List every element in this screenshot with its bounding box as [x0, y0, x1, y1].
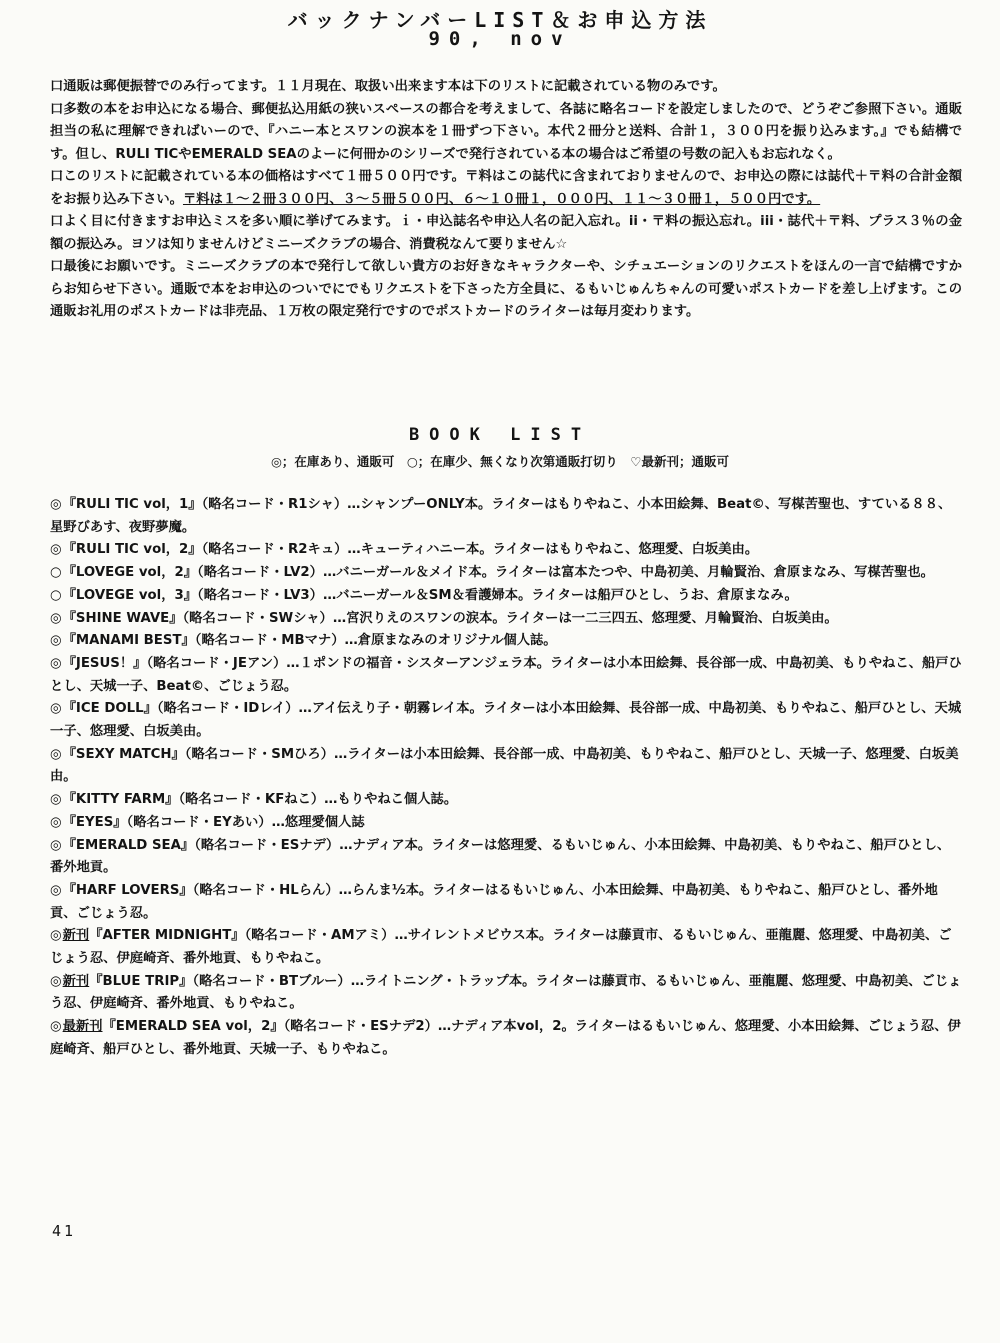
instruction-paragraph-1: 口通販は郵便振替でのみ行ってます。１１月現在、取扱い出来ます本は下のリストに記載されている物のみです。 — [50, 79, 726, 94]
book-description: 『LOVEGE vol，3』（略名コード・LV3）…バニーガール＆SM＆看護婦本。ライターは船戸ひとし、うお、倉原まなみ。 — [62, 587, 798, 603]
price-note: 口このリストに記載されている本の価格はすべて１冊５００円です。〒料はこの誌代に含まれておりませんので、お申込の際には誌代＋〒料の合計金額をお振り込み下さい。 — [50, 169, 962, 207]
stock-legend: ◎；在庫あり、通販可 ○；在庫少、無くなり次第通販打切り ♡最新刊；通販可 — [270, 454, 730, 469]
book-description: 『ICE DOLL』（略名コード・IDレイ）…アイ伝えり子・朝霧レイ本。ライターは小本田絵舞、長谷部一成、中島初美、もりやねこ、船戸ひとし、天城一子、悠理愛、白坂美由。 — [50, 701, 962, 740]
stock-mark: ◎ — [50, 814, 62, 830]
new-badge: 新刊 — [62, 928, 90, 944]
book-list — [50, 494, 962, 1062]
book-description: 『RULI TIC vol，1』（略名コード・R1シャ）…シャンプーONLY本。ライターはもりやねこ、小本田絵舞、Beat©、写楳苦聖也、すている８８、星野びあす、夜野夢魔。 — [50, 497, 952, 535]
book-entry — [50, 585, 962, 608]
book-description: 『AFTER MIDNIGHT』（略名コード・AMアミ）…サイレントメビウス本。ライターは藤貢市、るもいじゅん、亜龍麗、悠理愛、中島初美、ごじょう忍、伊庭崎斉、番外地貢、もりやねこ。 — [50, 928, 952, 967]
book-description: 『MANAMI BEST』（略名コード・MBマナ）…倉原まなみのオリジナル個人誌。 — [62, 633, 557, 649]
stock-mark: ◎ — [50, 655, 62, 671]
book-entry — [50, 789, 962, 812]
stock-mark: ◎ — [50, 610, 62, 626]
book-description: 『BLUE TRIP』（略名コード・BTブルー）…ライトニング・トラップ本。ライターは藤貢市、るもいじゅん、亜龍麗、悠理愛、中島初美、ごじょう忍、伊庭崎斉、番外地貢、もりやねこ。 — [50, 973, 962, 1012]
book-entry — [50, 1016, 962, 1061]
book-entry — [50, 812, 962, 835]
book-entry — [50, 835, 962, 880]
stock-mark: ◎ — [50, 497, 62, 512]
stock-mark: ◎ — [50, 973, 62, 989]
stock-mark: ◎ — [50, 837, 62, 853]
book-entry — [50, 880, 962, 925]
stock-mark: ○ — [50, 565, 62, 581]
instruction-paragraph-2: 口多数の本をお申込になる場合、郵便払込用紙の狭いスペースの都合を考えまして、各誌に略名コードを設定しましたので、どうぞご参照下さい。通販担当の私に理解できればいーので、『ハニー本とスワンの涙本を１冊ずつ下さい。本代２冊分と送料、合計１，３００円を振り込みます。』でも結構です。但し、RULI TICやEMERALD SEAのよーに何冊かのシリーズで発行されている本の場合はご希望の号数の記入もお忘れなく。 — [50, 101, 962, 162]
book-entry — [50, 698, 962, 743]
stock-mark: ◎ — [50, 882, 62, 898]
book-description: 『LOVEGE vol，2』（略名コード・LV2）…バニーガール＆メイド本。ライターは富本たつや、中島初美、月輪賢治、倉原まなみ、写楳苦聖也。 — [62, 565, 934, 581]
ordering-instructions — [50, 76, 962, 324]
book-list-heading: BOOK LIST — [408, 425, 592, 445]
book-description: 『HARF LOVERS』（略名コード・HLらん）…らんま½本。ライターはるもいじゅん、小本田絵舞、中島初美、もりやねこ、船戸ひとし、番外地貢、ごじょう忍。 — [50, 882, 938, 921]
stock-mark: ◎ — [50, 792, 62, 808]
book-description: 『EMERALD SEA』（略名コード・ESナデ）…ナディア本。ライターは悠理愛、るもいじゅん、小本田絵舞、中島初美、もりやねこ、船戸ひとし、番外地貢。 — [50, 837, 951, 876]
stock-mark: ◎ — [50, 746, 62, 762]
book-description: 『SHINE WAVE』（略名コード・SWシャ）…宮沢りえのスワンの涙本。ライターは一二三四五、悠理愛、月輪賢治、白坂美由。 — [62, 610, 838, 626]
page-title: バックナンバーLIST＆お申込方法 — [287, 8, 713, 32]
book-description: 『EYES』（略名コード・EYあい）…悠理愛個人誌 — [62, 814, 365, 830]
instruction-paragraph-3 — [50, 166, 962, 211]
stock-mark: ◎ — [50, 1019, 62, 1035]
stock-mark: ◎ — [50, 701, 62, 717]
book-entry — [50, 562, 962, 585]
new-badge: 新刊 — [62, 973, 90, 989]
book-description: 『EMERALD SEA vol，2』（略名コード・ESナデ2）…ナディア本vol，2。ライターはるもいじゅん、悠理愛、小本田絵舞、ごじょう忍、伊庭崎斉、船戸ひとし、番外地貢、天城一子、もりやねこ。 — [50, 1019, 961, 1057]
book-entry — [50, 630, 962, 653]
book-description: 『KITTY FARM』（略名コード・KFねこ）…もりやねこ個人誌。 — [62, 792, 458, 808]
page-subtitle-date: 90, nov — [428, 28, 572, 50]
stock-mark: ◎ — [50, 633, 62, 649]
book-description: 『JESUS！』（略名コード・JEアン）…１ポンドの福音・シスターアンジェラ本。ライターは小本田絵舞、長谷部一成、中島初美、もりやねこ、船戸ひとし、天城一子、Beat©、ごじょう忍。 — [50, 655, 962, 694]
book-entry — [50, 539, 962, 562]
book-entry — [50, 494, 962, 539]
stock-mark: ◎ — [50, 542, 62, 558]
book-entry — [50, 971, 962, 1016]
new-badge: 最新刊 — [62, 1019, 103, 1035]
book-entry — [50, 744, 962, 789]
stock-mark: ◎ — [50, 928, 62, 944]
instruction-paragraph-4: 口よく目に付きますお申込ミスを多い順に挙げてみます。ｉ・申込誌名や申込人名の記入忘れ。ii・〒料の振込忘れ。iii・誌代＋〒料、プラス３％の金額の振込み。ヨソは知りませんけどミニーズクラブの場合、消費税なんて要りません☆ — [50, 214, 962, 252]
stock-mark: ○ — [50, 587, 62, 603]
book-entry — [50, 925, 962, 970]
book-description: 『SEXY MATCH』（略名コード・SMひろ）…ライターは小本田絵舞、長谷部一成、中島初美、もりやねこ、船戸ひとし、天城一子、悠理愛、白坂美由。 — [50, 746, 959, 785]
book-description: 『RULI TIC vol，2』（略名コード・R2キュ）…キューティハニー本。ライターはもりやねこ、悠理愛、白坂美由。 — [62, 542, 759, 558]
book-entry — [50, 653, 962, 698]
book-entry — [50, 608, 962, 631]
page-number: 41 — [52, 1222, 77, 1240]
instruction-paragraph-5: 口最後にお願いです。ミニーズクラブの本で発行して欲しい貴方のお好きなキャラクターや、シチュエーションのリクエストをほんの一言で結構ですからお知らせ下さい。通販で本をお申込のついでにでもリクエストを下さった方全員に、るもいじゅんちゃんの可愛いポストカードを差し上げます。この通販お礼用のポストカードは非売品、１万枚の限定発行ですのでポストカードのライターは毎月変わります。 — [50, 259, 962, 319]
postage-rates: 〒料は１～２冊３００円、３～５冊５００円、６～１０冊１，０００円、１１～３０冊１，５００円です。 — [182, 191, 821, 207]
